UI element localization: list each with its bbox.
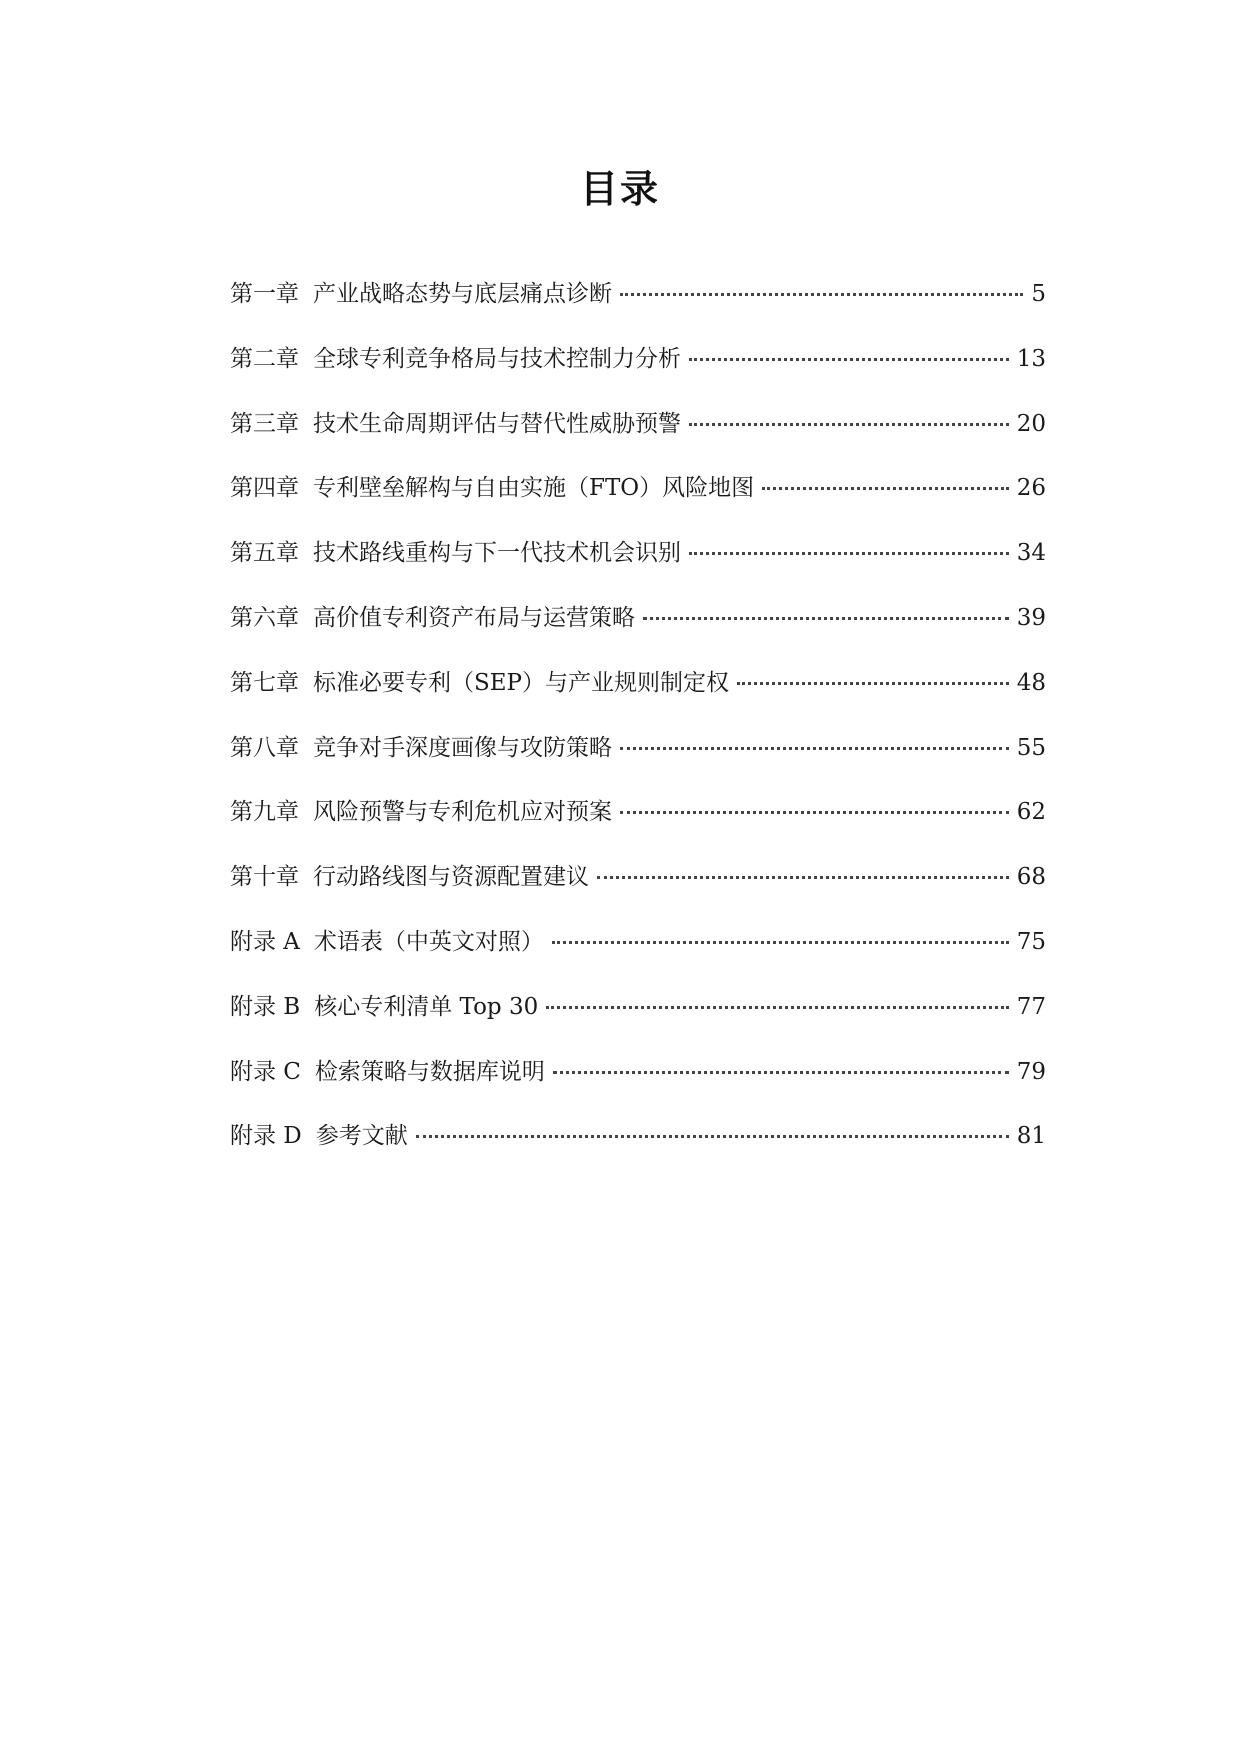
toc-entry-title: 行动路线图与资源配置建议 (313, 864, 589, 891)
toc-entry-label (230, 537, 681, 569)
toc-entry-number: 第四章 (230, 475, 299, 502)
toc-entry-number: 附录 B (230, 993, 301, 1020)
toc-entry[interactable] (230, 343, 1046, 408)
toc-entry-page: 75 (1016, 928, 1046, 955)
toc-entry-page: 26 (1016, 475, 1046, 502)
table-of-contents (230, 278, 1046, 1185)
toc-entry-number: 第二章 (230, 345, 299, 372)
toc-entry-page: 77 (1016, 993, 1046, 1020)
toc-entry-label (230, 602, 635, 634)
toc-entry-title: 产业战略态势与底层痛点诊断 (313, 281, 612, 307)
toc-entry-page: 34 (1016, 540, 1046, 567)
toc-dot-leader (620, 747, 1009, 750)
toc-entry-number: 第五章 (230, 540, 299, 567)
toc-entry-label (230, 667, 729, 699)
toc-entry[interactable] (230, 991, 1046, 1056)
toc-dot-leader (416, 1135, 1009, 1138)
toc-entry-title: 风险预警与专利危机应对预案 (313, 799, 612, 826)
toc-entry-title: 参考文献 (315, 1123, 408, 1150)
toc-entry-label (230, 278, 612, 310)
toc-dot-leader (620, 293, 1023, 296)
toc-entry-label (230, 343, 681, 375)
toc-dot-leader (689, 358, 1009, 361)
toc-entry-title: 技术生命周期评估与替代性威胁预警 (313, 410, 681, 437)
toc-entry[interactable] (230, 278, 1046, 343)
toc-entry-number: 第六章 (230, 604, 299, 631)
toc-entry-label (230, 991, 538, 1023)
toc-entry[interactable] (230, 1056, 1046, 1121)
toc-dot-leader (643, 617, 1009, 620)
toc-entry-page: 48 (1016, 669, 1046, 696)
toc-entry-number: 附录 A (230, 928, 300, 955)
toc-dot-leader (762, 487, 1009, 490)
toc-entry-number: 第九章 (230, 799, 299, 826)
toc-dot-leader (737, 682, 1009, 685)
toc-entry-number: 第十章 (230, 864, 299, 891)
toc-entry-title: 全球专利竞争格局与技术控制力分析 (313, 345, 681, 372)
toc-dot-leader (552, 941, 1009, 944)
toc-entry-label (230, 732, 612, 764)
toc-entry[interactable] (230, 732, 1046, 797)
toc-dot-leader (689, 423, 1009, 426)
toc-entry-page: 5 (1031, 281, 1046, 307)
toc-entry-title: 技术路线重构与下一代技术机会识别 (313, 540, 681, 567)
toc-entry-title: 检索策略与数据库说明 (314, 1058, 545, 1085)
toc-entry[interactable] (230, 1120, 1046, 1185)
toc-entry-label (230, 861, 589, 893)
toc-entry-number: 附录 C (230, 1058, 301, 1085)
toc-entry[interactable] (230, 667, 1046, 732)
toc-entry-page: 13 (1016, 345, 1046, 372)
toc-entry[interactable] (230, 472, 1046, 537)
toc-entry[interactable] (230, 602, 1046, 667)
toc-entry-number: 第一章 (230, 281, 299, 307)
toc-entry-label (230, 472, 754, 504)
toc-entry[interactable] (230, 408, 1046, 473)
toc-entry-title: 核心专利清单 Top 30 (314, 993, 539, 1020)
toc-entry[interactable] (230, 796, 1046, 861)
toc-entry[interactable] (230, 537, 1046, 602)
toc-entry-label (230, 796, 612, 828)
toc-entry[interactable] (230, 861, 1046, 926)
toc-entry-label (230, 408, 681, 440)
page-title: 目录 (579, 167, 660, 211)
toc-entry-page: 68 (1016, 864, 1046, 891)
toc-entry-title: 竞争对手深度画像与攻防策略 (313, 734, 612, 761)
toc-dot-leader (620, 811, 1009, 814)
toc-entry-title: 专利壁垒解构与自由实施（FTO）风险地图 (313, 475, 755, 502)
toc-entry-page: 62 (1016, 799, 1046, 826)
toc-entry-label (230, 1120, 408, 1152)
toc-entry-number: 第三章 (230, 410, 299, 437)
toc-dot-leader (689, 552, 1009, 555)
toc-entry-page: 20 (1016, 410, 1046, 437)
toc-entry-title: 术语表（中英文对照） (313, 928, 544, 955)
toc-entry-page: 39 (1016, 604, 1046, 631)
toc-dot-leader (597, 876, 1009, 879)
toc-dot-leader (553, 1071, 1009, 1074)
toc-entry-page: 81 (1016, 1123, 1046, 1150)
toc-dot-leader (546, 1006, 1008, 1009)
toc-entry-page: 55 (1016, 734, 1046, 761)
toc-entry[interactable] (230, 926, 1046, 991)
toc-entry-page: 79 (1016, 1058, 1046, 1085)
toc-entry-title: 高价值专利资产布局与运营策略 (313, 604, 635, 631)
toc-entry-number: 附录 D (230, 1123, 302, 1150)
toc-entry-number: 第七章 (230, 669, 299, 696)
toc-entry-label (230, 1056, 545, 1088)
toc-entry-label (230, 926, 544, 958)
toc-entry-title: 标准必要专利（SEP）与产业规则制定权 (313, 669, 730, 696)
toc-entry-number: 第八章 (230, 734, 299, 761)
